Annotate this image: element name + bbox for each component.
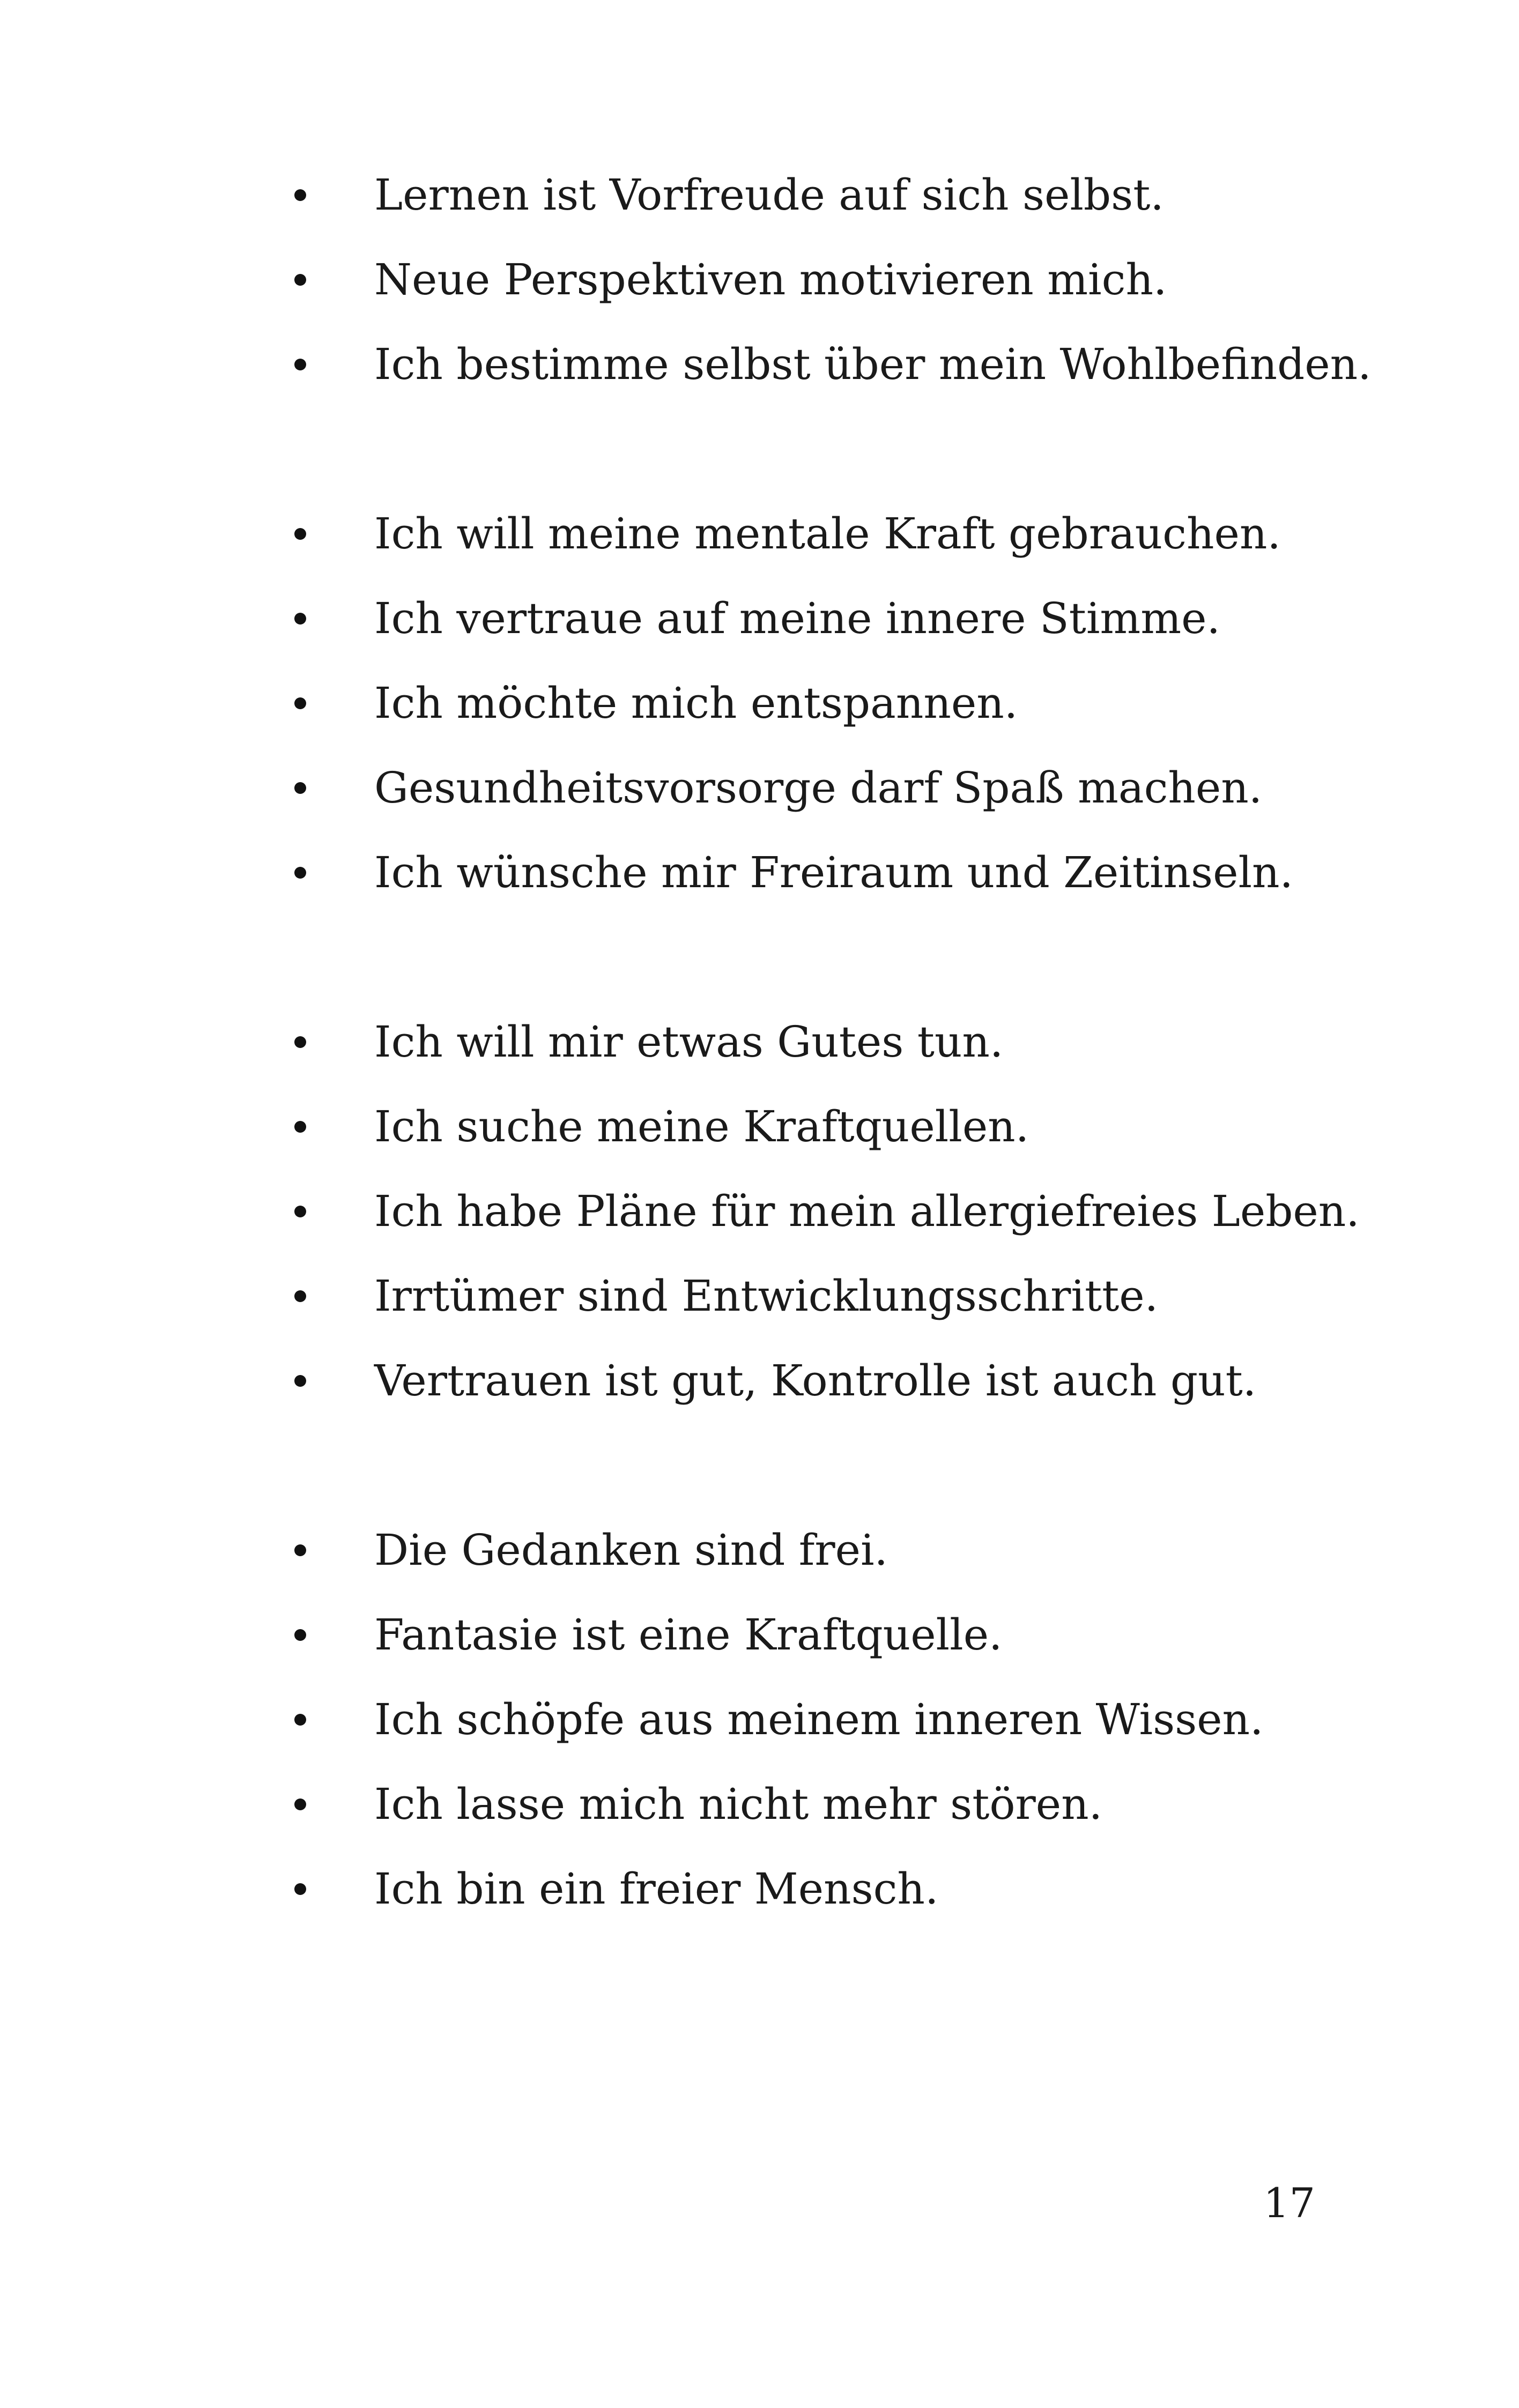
bullet-icon bbox=[284, 1677, 316, 1762]
affirmation-group-2 bbox=[284, 492, 1357, 915]
list-item bbox=[284, 492, 1357, 576]
bullet-icon bbox=[284, 1339, 316, 1423]
page-number: 17 bbox=[1263, 2179, 1315, 2227]
affirmation-group-1 bbox=[284, 153, 1372, 407]
affirmation-list bbox=[284, 153, 1372, 2016]
bullet-icon bbox=[284, 1593, 316, 1677]
list-item bbox=[284, 1254, 1357, 1339]
bullet-icon bbox=[284, 1254, 316, 1339]
list-item bbox=[284, 1508, 1357, 1593]
list-item bbox=[284, 1677, 1357, 1762]
list-item bbox=[284, 1847, 1357, 1931]
bullet-icon bbox=[284, 237, 316, 322]
item-text: Ich bin ein freier Mensch. bbox=[374, 1864, 939, 1914]
list-item bbox=[284, 1084, 1357, 1169]
list-item bbox=[284, 153, 1357, 237]
item-text: Vertrauen ist gut, Kontrolle ist auch gut. bbox=[374, 1356, 1257, 1406]
item-text: Ich suche meine Kraftquellen. bbox=[374, 1102, 1029, 1151]
bullet-icon bbox=[284, 830, 316, 915]
item-text: Ich wünsche mir Freiraum und Zeitinseln. bbox=[374, 848, 1293, 897]
item-text: Ich habe Pläne für mein allergiefreies Leben. bbox=[374, 1186, 1360, 1236]
item-text: Ich will meine mentale Kraft gebrauchen. bbox=[374, 509, 1281, 559]
list-item bbox=[284, 1593, 1357, 1677]
bullet-icon bbox=[284, 661, 316, 746]
list-item bbox=[284, 237, 1357, 322]
bullet-icon bbox=[284, 1169, 316, 1254]
bullet-icon bbox=[284, 576, 316, 661]
list-item bbox=[284, 1339, 1357, 1423]
bullet-icon bbox=[284, 746, 316, 830]
list-item bbox=[284, 830, 1357, 915]
item-text: Ich will mir etwas Gutes tun. bbox=[374, 1017, 1004, 1067]
item-text: Ich lasse mich nicht mehr stören. bbox=[374, 1779, 1103, 1829]
bullet-icon bbox=[284, 1000, 316, 1084]
item-text: Fantasie ist eine Kraftquelle. bbox=[374, 1610, 1003, 1660]
item-text: Ich vertraue auf meine innere Stimme. bbox=[374, 593, 1220, 643]
bullet-icon bbox=[284, 1084, 316, 1169]
list-item bbox=[284, 1762, 1357, 1847]
bullet-icon bbox=[284, 322, 316, 407]
list-item bbox=[284, 576, 1357, 661]
item-text: Ich möchte mich entspannen. bbox=[374, 678, 1018, 728]
affirmation-group-4 bbox=[284, 1508, 1357, 1931]
list-item bbox=[284, 1000, 1357, 1084]
bullet-icon bbox=[284, 153, 316, 237]
affirmation-group-3 bbox=[284, 1000, 1360, 1423]
list-item bbox=[284, 746, 1357, 830]
item-text: Ich bestimme selbst über mein Wohlbefinden. bbox=[374, 339, 1372, 389]
item-text: Neue Perspektiven motivieren mich. bbox=[374, 255, 1167, 304]
list-item bbox=[284, 661, 1357, 746]
list-item bbox=[284, 322, 1372, 407]
bullet-icon bbox=[284, 1762, 316, 1847]
item-text: Irrtümer sind Entwicklungsschritte. bbox=[374, 1271, 1159, 1321]
list-item bbox=[284, 1169, 1360, 1254]
bullet-icon bbox=[284, 492, 316, 576]
item-text: Die Gedanken sind frei. bbox=[374, 1525, 888, 1575]
bullet-icon bbox=[284, 1847, 316, 1931]
item-text: Lernen ist Vorfreude auf sich selbst. bbox=[374, 170, 1164, 220]
item-text: Gesundheitsvorsorge darf Spaß machen. bbox=[374, 763, 1263, 813]
item-text: Ich schöpfe aus meinem inneren Wissen. bbox=[374, 1694, 1264, 1744]
bullet-icon bbox=[284, 1508, 316, 1593]
